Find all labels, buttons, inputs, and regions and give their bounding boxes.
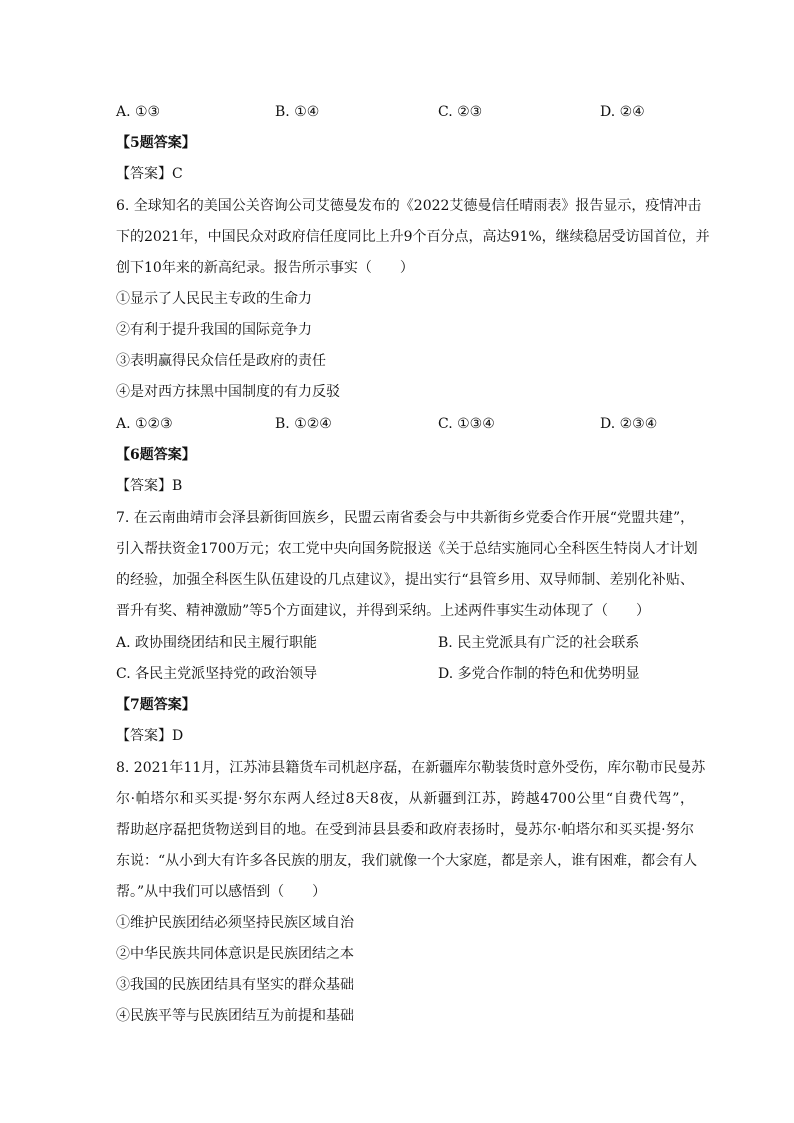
q5-option-b: B. ①④ [275,104,320,120]
q5-option-d: D. ②④ [600,104,645,120]
q7-answer: 【答案】D [116,728,184,744]
q6-statement: ①显示了人民民主专政的生命力 [116,291,312,307]
q6-option-a: A. ①②③ [116,416,173,432]
q8-statement: ①维护民族团结必须坚持民族区域自治 [116,915,354,931]
q7-stem-line: 引入帮扶资金1700万元；农工党中央向国务院报送《关于总结实施同心全科医生特岗人才计划 [116,541,698,557]
q8-statement: ③我国的民族团结具有坚实的群众基础 [116,977,354,993]
q7-stem-line: 7. 在云南曲靖市会泽县新街回族乡，民盟云南省委会与中共新街乡党委合作开展“党盟共建”， [116,510,695,526]
q5-option-c: C. ②③ [438,104,483,120]
q8-stem-line: 东说：“从小到大有许多各民族的朋友，我们就像一个大家庭，都是亲人，谁有困难，都会有人 [116,853,698,869]
q8-stem-line: 帮助赵序磊把货物送到目的地。在受到沛县县委和政府表扬时，曼苏尔·帕塔尔和买买提·努尔 [116,822,694,838]
q8-statement: ④民族平等与民族团结互为前提和基础 [116,1008,354,1024]
q8-stem-line: 帮。”从中我们可以感悟到（ ） [116,884,327,900]
q5-answer-header: 【5题答案】 [116,135,196,151]
q6-statement: ④是对西方抹黑中国制度的有力反驳 [116,384,340,400]
q7-stem-line: 晋升有奖、精神激励”等5个方面建议，并得到采纳。上述两件事实生动体现了（ ） [116,603,651,619]
q8-stem-line: 尔·帕塔尔和买买提·努尔东两人经过8天8夜，从新疆到江苏，跨越4700公里“自费代驾”， [116,791,694,807]
q6-stem-line: 6. 全球知名的美国公关咨询公司艾德曼发布的《2022艾德曼信任晴雨表》报告显示，疫情冲击 [116,198,702,214]
q6-stem-line: 下的2021年，中国民众对政府信任度同比上升9个百分点，高达91%，继续稳居受访国首位，并 [116,229,710,245]
q7-option-d: D. 多党合作制的特色和优势明显 [438,666,640,682]
q5-option-a: A. ①③ [116,104,161,120]
q8-stem-line: 8. 2021年11月，江苏沛县籍货车司机赵序磊，在新疆库尔勒装货时意外受伤，库尔勒市民曼苏 [116,760,706,776]
q6-statement: ②有利于提升我国的国际竞争力 [116,322,312,338]
q6-option-b: B. ①②④ [275,416,332,432]
q7-option-a: A. 政协围绕团结和民主履行职能 [116,635,318,651]
q8-statement: ②中华民族共同体意识是民族团结之本 [116,946,354,962]
q7-stem-line: 的经验，加强全科医生队伍建设的几点建议》，提出实行“县管乡用、双导师制、差别化补贴、 [116,572,694,588]
q7-option-b: B. 民主党派具有广泛的社会联系 [438,635,640,651]
q6-option-d: D. ②③④ [600,416,658,432]
q6-stem-line: 创下10年来的新高纪录。报告所示事实（ ） [116,260,414,276]
q5-answer: 【答案】C [116,166,183,182]
q7-option-c: C. 各民主党派坚持党的政治领导 [116,666,318,682]
q6-answer: 【答案】B [116,478,183,494]
q6-statement: ③表明赢得民众信任是政府的责任 [116,353,326,369]
q7-answer-header: 【7题答案】 [116,697,196,713]
q6-answer-header: 【6题答案】 [116,447,196,463]
q6-option-c: C. ①③④ [438,416,495,432]
